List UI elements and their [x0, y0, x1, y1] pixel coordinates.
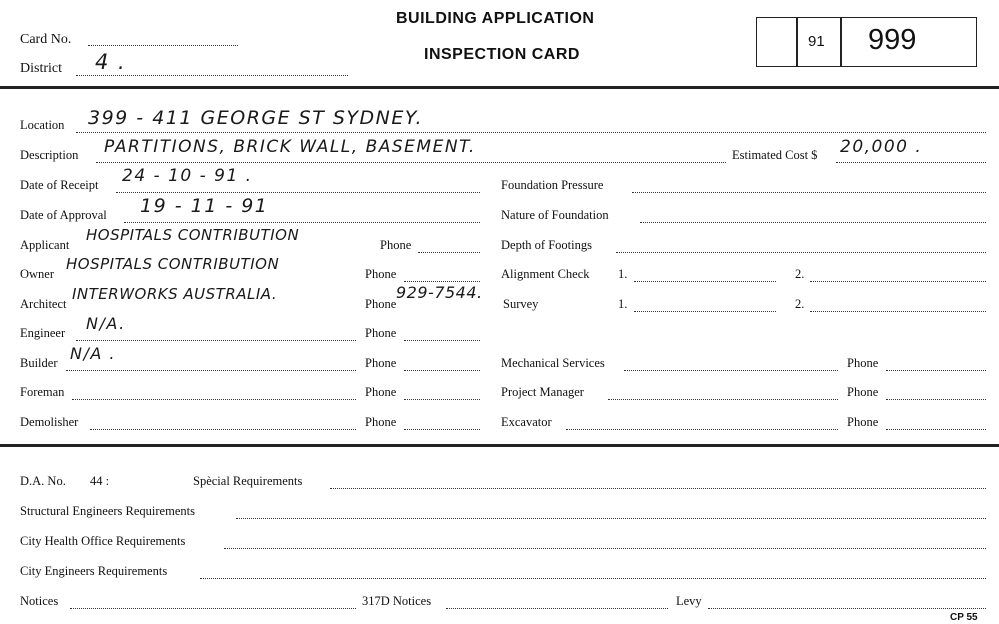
date-approval-value: 19 - 11 - 91: [140, 195, 269, 217]
card-title-line1: BUILDING APPLICATION: [396, 10, 595, 27]
applicant-value: HOSPITALS CONTRIBUTION: [86, 226, 300, 244]
architect-phone-label: Phone: [365, 297, 397, 311]
nature-foundation-label: Nature of Foundation: [501, 208, 609, 222]
applicant-phone-label: Phone: [380, 238, 412, 252]
applicant-phone-field[interactable]: [418, 252, 480, 253]
da-no-label: D.A. No.: [20, 474, 66, 488]
alignment-2-label: 2.: [795, 267, 805, 281]
description-label: Description: [20, 148, 79, 162]
card-number: 999: [868, 24, 917, 56]
alignment-1-label: 1.: [618, 267, 628, 281]
da-no-value: 44 :: [90, 474, 110, 488]
estimated-cost-value: 20,000 .: [840, 137, 923, 157]
health-field[interactable]: [224, 548, 986, 549]
alignment-1-field[interactable]: [634, 281, 776, 282]
description-field[interactable]: [96, 162, 726, 163]
district-value: 4 .: [95, 50, 127, 74]
foreman-phone-label: Phone: [365, 385, 397, 399]
special-requirements-label: Spècial Requirements: [193, 474, 303, 488]
form-code: CP 55: [950, 612, 978, 623]
structural-label: Structural Engineers Requirements: [20, 504, 195, 518]
date-receipt-field[interactable]: [116, 192, 480, 193]
district-label: District: [20, 61, 62, 76]
card-title-line2: INSPECTION CARD: [424, 46, 580, 63]
mechanical-field[interactable]: [624, 370, 838, 371]
mechanical-label: Mechanical Services: [501, 356, 605, 370]
date-approval-field[interactable]: [124, 222, 480, 223]
architect-phone-value: 929-7544.: [396, 283, 483, 302]
excavator-label: Excavator: [501, 415, 552, 429]
date-receipt-label: Date of Receipt: [20, 178, 99, 192]
architect-value: INTERWORKS AUSTRALIA.: [72, 285, 278, 303]
excavator-phone-field[interactable]: [886, 429, 986, 430]
mechanical-phone-field[interactable]: [886, 370, 986, 371]
levy-field[interactable]: [708, 608, 986, 609]
excavator-field[interactable]: [566, 429, 838, 430]
engineer-field[interactable]: [76, 340, 356, 341]
project-manager-field[interactable]: [608, 399, 838, 400]
foreman-field[interactable]: [72, 399, 356, 400]
card-number-box: [756, 17, 977, 67]
foreman-phone-field[interactable]: [404, 399, 480, 400]
demolisher-phone-label: Phone: [365, 415, 397, 429]
excavator-phone-label: Phone: [847, 415, 879, 429]
depth-footings-field[interactable]: [616, 252, 986, 253]
engineer-value: N/A.: [86, 314, 126, 333]
survey-2-field[interactable]: [810, 311, 986, 312]
foundation-pressure-label: Foundation Pressure: [501, 178, 604, 192]
notices-field[interactable]: [70, 608, 356, 609]
header-divider: [0, 86, 999, 89]
depth-footings-label: Depth of Footings: [501, 238, 592, 252]
estimated-cost-field[interactable]: [836, 162, 986, 163]
district-field[interactable]: [76, 75, 348, 76]
card-no-field[interactable]: [88, 45, 238, 46]
card-year: 91: [808, 33, 825, 50]
location-label: Location: [20, 118, 65, 132]
survey-1-label: 1.: [618, 297, 628, 311]
project-manager-phone-field[interactable]: [886, 399, 986, 400]
engineer-label: Engineer: [20, 326, 66, 340]
owner-phone-label: Phone: [365, 267, 397, 281]
demolisher-field[interactable]: [90, 429, 356, 430]
owner-value: HOSPITALS CONTRIBUTION: [66, 255, 280, 273]
applicant-label: Applicant: [20, 238, 70, 252]
builder-phone-field[interactable]: [404, 370, 480, 371]
structural-field[interactable]: [236, 518, 986, 519]
nature-foundation-field[interactable]: [640, 222, 986, 223]
builder-field[interactable]: [66, 370, 356, 371]
foundation-pressure-field[interactable]: [632, 192, 986, 193]
owner-phone-field[interactable]: [404, 281, 480, 282]
description-value: PARTITIONS, BRICK WALL, BASEMENT.: [104, 137, 476, 157]
card-no-label: Card No.: [20, 32, 72, 47]
location-field[interactable]: [76, 132, 986, 133]
estimated-cost-label: Estimated Cost $: [732, 148, 818, 162]
engineer-phone-label: Phone: [365, 326, 397, 340]
demolisher-phone-field[interactable]: [404, 429, 480, 430]
survey-label: Survey: [503, 297, 539, 311]
box-divider-1: [796, 17, 798, 67]
survey-2-label: 2.: [795, 297, 805, 311]
city-engineers-label: City Engineers Requirements: [20, 564, 168, 578]
demolisher-label: Demolisher: [20, 415, 79, 429]
owner-label: Owner: [20, 267, 55, 281]
levy-label: Levy: [676, 594, 702, 608]
date-approval-label: Date of Approval: [20, 208, 107, 222]
notices-317d-field[interactable]: [446, 608, 668, 609]
project-manager-phone-label: Phone: [847, 385, 879, 399]
notices-317d-label: 317D Notices: [362, 594, 432, 608]
foreman-label: Foreman: [20, 385, 65, 399]
engineer-phone-field[interactable]: [404, 340, 480, 341]
builder-phone-label: Phone: [365, 356, 397, 370]
project-manager-label: Project Manager: [501, 385, 584, 399]
notices-label: Notices: [20, 594, 59, 608]
health-label: City Health Office Requirements: [20, 534, 186, 548]
box-divider-2: [840, 17, 842, 67]
builder-label: Builder: [20, 356, 58, 370]
mechanical-phone-label: Phone: [847, 356, 879, 370]
location-value: 399 - 411 GEORGE ST SYDNEY.: [88, 107, 424, 129]
architect-label: Architect: [20, 297, 67, 311]
alignment-2-field[interactable]: [810, 281, 986, 282]
survey-1-field[interactable]: [634, 311, 776, 312]
details-divider: [0, 444, 999, 447]
special-requirements-field[interactable]: [330, 488, 986, 489]
city-engineers-field[interactable]: [200, 578, 986, 579]
date-receipt-value: 24 - 10 - 91 .: [122, 166, 253, 186]
builder-value: N/A .: [70, 344, 116, 363]
alignment-check-label: Alignment Check: [501, 267, 590, 281]
